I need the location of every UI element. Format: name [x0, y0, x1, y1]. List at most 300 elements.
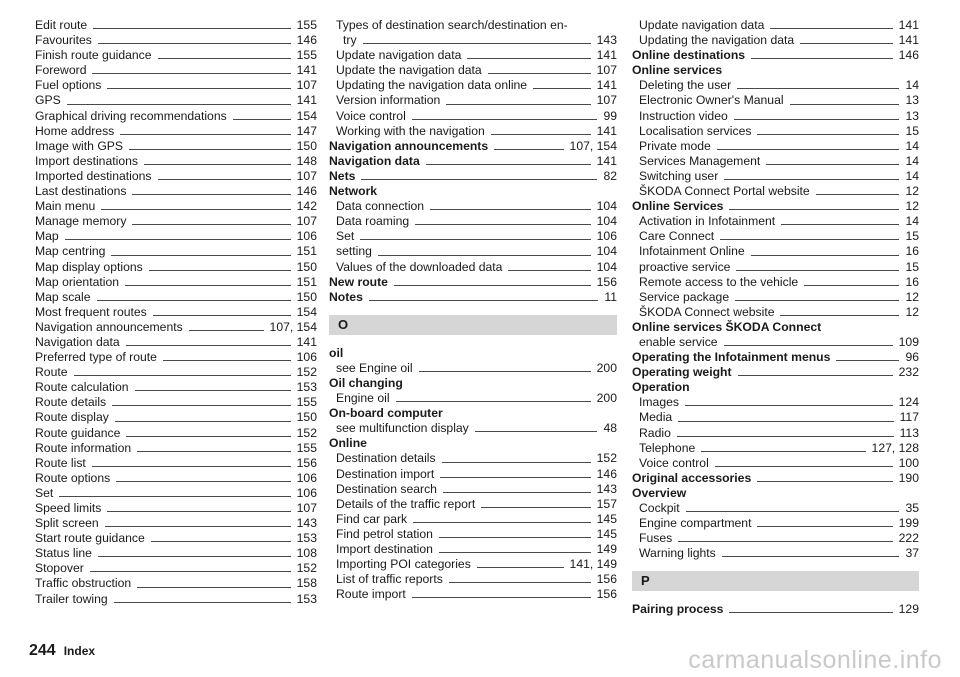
index-entry — [632, 48, 919, 63]
watermark: carmanualsonline.info — [688, 646, 942, 674]
index-entry — [35, 78, 317, 93]
index-term: Notes — [329, 289, 363, 304]
index-entry — [35, 426, 317, 441]
index-term: Fuel options — [35, 78, 102, 93]
index-term: Route list — [35, 455, 86, 470]
page-reference: 16 — [905, 274, 919, 289]
index-entry — [35, 63, 317, 78]
page-reference: 99 — [603, 108, 617, 123]
page-reference: 153 — [296, 531, 317, 546]
index-term: Find petrol station — [336, 526, 433, 541]
index-term: Map orientation — [35, 274, 120, 289]
index-entry — [35, 199, 317, 214]
leader-line — [494, 149, 563, 150]
index-entry — [329, 63, 617, 78]
index-term: Speed limits — [35, 501, 102, 515]
page-reference: 129 — [898, 602, 919, 617]
index-heading: Operation — [632, 380, 690, 395]
index-term: Route import — [336, 587, 406, 602]
page-reference: 155 — [296, 48, 317, 63]
index-entry — [632, 109, 919, 124]
index-entry — [329, 542, 617, 557]
index-term: Working with the navigation — [336, 123, 485, 138]
index-term: Operating weight — [632, 365, 732, 380]
leader-line — [163, 360, 291, 361]
leader-line — [701, 451, 865, 452]
index-entry — [632, 124, 919, 139]
leader-line — [112, 405, 291, 406]
leader-line — [394, 285, 591, 286]
page-reference: 150 — [296, 410, 317, 425]
leader-line — [686, 511, 900, 512]
index-term: Start route guidance — [35, 531, 145, 546]
leader-line — [98, 556, 291, 557]
index-term: Route details — [35, 395, 107, 410]
index-entry — [632, 275, 919, 290]
leader-line — [678, 541, 892, 542]
index-term: Service package — [639, 289, 730, 304]
leader-line — [105, 526, 291, 527]
index-entry — [35, 260, 317, 275]
index-entry — [35, 244, 317, 259]
index-column-1 — [35, 18, 317, 607]
page-reference: 82 — [603, 168, 617, 183]
index-term: Types of destination search/destination en- — [336, 18, 568, 32]
index-term: Map centring — [35, 244, 106, 259]
leader-line — [439, 552, 591, 553]
page-reference: 109 — [898, 334, 919, 349]
page-reference: 232 — [898, 365, 919, 380]
leader-line — [757, 134, 899, 135]
page-reference: 200 — [596, 360, 617, 375]
index-entry — [632, 154, 919, 169]
page-reference: 117 — [899, 410, 919, 425]
page-reference: 104 — [596, 244, 617, 259]
index-entry — [35, 154, 317, 169]
page-reference: 158 — [296, 576, 317, 591]
index-term: Localisation services — [639, 123, 752, 138]
index-entry — [35, 501, 317, 516]
page-reference: 145 — [596, 511, 617, 526]
index-term: Online Services — [632, 199, 724, 214]
page-reference: 15 — [905, 123, 919, 138]
index-term: Pairing process — [632, 602, 724, 617]
index-term: Navigation announcements — [35, 319, 183, 334]
leader-line — [508, 270, 590, 271]
page-reference: 199 — [898, 516, 919, 531]
leader-line — [475, 431, 598, 432]
index-entry — [329, 527, 617, 542]
page-reference: 14 — [905, 138, 919, 153]
index-entry — [632, 531, 919, 546]
leader-line — [135, 390, 291, 391]
leader-line — [738, 375, 893, 376]
page-reference: 153 — [296, 380, 317, 395]
index-entry — [329, 587, 617, 602]
index-term: Update navigation data — [336, 48, 462, 63]
page-reference: 143 — [596, 481, 617, 496]
index-term: Online destinations — [632, 48, 746, 63]
page-reference: 14 — [905, 168, 919, 183]
page-reference: 106 — [296, 229, 317, 244]
page-footer — [29, 642, 95, 660]
leader-line — [158, 58, 291, 59]
page-reference: 156 — [596, 274, 617, 289]
index-term: Favourites — [35, 33, 92, 48]
index-heading: Network — [329, 184, 378, 199]
index-term: Care Connect — [639, 229, 715, 244]
page-reference: 13 — [905, 108, 919, 123]
leader-line — [153, 315, 291, 316]
page-number: 244 — [29, 642, 56, 659]
index-entry — [632, 350, 919, 365]
index-term: Engine compartment — [639, 516, 752, 531]
index-entry — [329, 169, 617, 184]
index-term: enable service — [639, 334, 718, 349]
leader-line — [413, 522, 591, 523]
page-reference: 127, 128 — [871, 440, 919, 455]
leader-line — [132, 194, 290, 195]
leader-line — [816, 194, 900, 195]
index-entry — [35, 275, 317, 290]
index-term: Importing POI categories — [336, 557, 471, 572]
index-entry — [632, 546, 919, 561]
index-term: Media — [639, 410, 673, 425]
index-entry — [35, 214, 317, 229]
index-entry — [632, 78, 919, 93]
page-reference: 106 — [296, 485, 317, 500]
index-heading: Online — [329, 436, 367, 451]
leader-line — [101, 209, 290, 210]
page-reference: 146 — [596, 466, 617, 481]
index-column-2 — [329, 18, 617, 602]
leader-line — [430, 209, 591, 210]
leader-line — [781, 224, 899, 225]
index-term: Stopover — [35, 561, 84, 576]
index-heading: On-board computer — [329, 406, 443, 421]
index-entry — [35, 395, 317, 410]
leader-line — [488, 73, 591, 74]
index-term: Map scale — [35, 289, 91, 304]
index-term: Navigation announcements — [329, 138, 489, 153]
leader-line — [114, 602, 291, 603]
leader-line — [412, 119, 598, 120]
index-term: Destination details — [336, 451, 436, 466]
index-entry — [632, 456, 919, 471]
leader-line — [766, 164, 899, 165]
leader-line — [67, 104, 291, 105]
page-reference: 156 — [296, 455, 317, 470]
leader-line — [477, 567, 564, 568]
index-term: Graphical driving recommendations — [35, 108, 227, 123]
index-term: Operating the Infotainment menus — [632, 350, 831, 365]
index-term: Values of the downloaded data — [336, 259, 503, 274]
index-entry — [329, 244, 617, 259]
index-term: Switching user — [639, 168, 719, 183]
leader-line — [724, 345, 893, 346]
index-entry — [632, 169, 919, 184]
page-reference: 141 — [296, 334, 317, 349]
index-entry — [35, 546, 317, 561]
index-term: proactive service — [639, 259, 731, 274]
page-reference: 48 — [603, 421, 617, 436]
leader-line — [90, 571, 291, 572]
index-term: Engine oil — [336, 391, 390, 406]
index-entry — [35, 516, 317, 531]
page-reference: 150 — [296, 138, 317, 153]
page-reference: 149 — [596, 542, 617, 556]
leader-line — [715, 466, 893, 467]
index-term: Split screen — [35, 516, 99, 531]
index-term: Traffic obstruction — [35, 576, 132, 591]
leader-line — [189, 330, 264, 331]
page-reference: 150 — [296, 259, 317, 274]
footer-title: Index — [63, 644, 96, 658]
index-term: Original accessories — [632, 470, 752, 485]
index-entry — [632, 395, 919, 410]
leader-line — [724, 179, 899, 180]
index-entry — [329, 572, 617, 587]
page-reference: 15 — [905, 259, 919, 274]
leader-line — [722, 556, 900, 557]
leader-line — [737, 88, 899, 89]
index-entry — [35, 33, 317, 48]
index-entry — [35, 471, 317, 486]
leader-line — [449, 582, 591, 583]
page-reference: 222 — [898, 531, 919, 546]
index-entry — [632, 410, 919, 425]
page-reference: 145 — [596, 526, 617, 541]
index-term: Route calculation — [35, 380, 129, 395]
index-entry — [35, 320, 317, 335]
leader-line — [92, 73, 290, 74]
leader-line — [533, 88, 591, 89]
leader-line — [97, 300, 291, 301]
index-entry — [35, 335, 317, 350]
index-term: Images — [639, 395, 679, 410]
index-term: Last destinations — [35, 184, 127, 199]
page-reference: 143 — [296, 516, 317, 531]
leader-line — [770, 28, 892, 29]
index-term: Navigation data — [35, 334, 120, 349]
page-reference: 141 — [596, 153, 617, 168]
page-reference: 156 — [596, 587, 617, 602]
index-entry — [35, 410, 317, 425]
leader-line — [491, 134, 591, 135]
page-reference: 124 — [898, 395, 919, 410]
index-term: Trailer towing — [35, 591, 108, 606]
index-entry — [329, 557, 617, 572]
leader-line — [443, 492, 591, 493]
leader-line — [144, 164, 291, 165]
index-entry — [632, 501, 919, 516]
leader-line — [369, 300, 598, 301]
page-reference: 152 — [296, 425, 317, 440]
index-term: see Engine oil — [336, 360, 413, 375]
page-reference: 107 — [596, 93, 617, 108]
index-term: Route — [35, 365, 68, 380]
page-reference: 107, 154 — [569, 138, 617, 153]
page-reference: 12 — [905, 199, 919, 214]
index-term: Import destinations — [35, 153, 138, 168]
index-entry — [35, 350, 317, 365]
leader-line — [107, 511, 290, 512]
leader-line — [790, 104, 900, 105]
index-entry — [632, 305, 919, 320]
page-reference: 108 — [296, 546, 317, 561]
index-term: New route — [329, 274, 388, 289]
page-reference: 190 — [898, 470, 919, 485]
index-entry — [329, 139, 617, 154]
leader-line — [116, 481, 290, 482]
index-entry — [632, 33, 919, 48]
index-term: Main menu — [35, 199, 96, 214]
index-heading: oil — [329, 345, 344, 360]
leader-line — [736, 270, 899, 271]
leader-line — [65, 239, 291, 240]
index-term: Imported destinations — [35, 168, 152, 183]
leader-line — [734, 119, 900, 120]
index-entry — [632, 260, 919, 275]
leader-line — [361, 179, 597, 180]
page-reference: 14 — [905, 78, 919, 93]
index-entry — [35, 365, 317, 380]
leader-line — [137, 587, 290, 588]
section-letter: O — [329, 315, 617, 335]
page-reference: 12 — [905, 184, 919, 199]
index-entry — [329, 391, 617, 406]
page-reference: 154 — [296, 304, 317, 319]
index-entry — [632, 426, 919, 441]
page-reference: 12 — [905, 304, 919, 319]
page-reference: 154 — [296, 108, 317, 123]
index-entry — [632, 199, 919, 214]
leader-line — [233, 119, 291, 120]
leader-line — [685, 405, 893, 406]
index-entry — [329, 124, 617, 139]
index-entry — [329, 48, 617, 63]
leader-line — [378, 255, 591, 256]
leader-line — [92, 466, 291, 467]
page-reference: 155 — [296, 440, 317, 455]
index-term: Edit route — [35, 18, 88, 32]
index-entry — [35, 124, 317, 139]
page-reference: 13 — [905, 93, 919, 108]
page-reference: 14 — [905, 153, 919, 168]
leader-line — [415, 224, 590, 225]
leader-line — [396, 401, 591, 402]
page-reference: 151 — [296, 244, 317, 259]
index-term: Find car park — [336, 511, 408, 526]
index-entry — [35, 576, 317, 591]
page-reference: 141 — [898, 33, 919, 48]
page-reference: 141 — [596, 78, 617, 93]
index-entry — [632, 93, 919, 108]
index-term: Private mode — [639, 138, 711, 153]
index-entry — [329, 497, 617, 512]
page-reference: 146 — [898, 48, 919, 63]
index-term: Update the navigation data — [336, 63, 482, 78]
page-reference: 12 — [905, 289, 919, 304]
index-entry — [35, 184, 317, 199]
page-reference: 143 — [596, 33, 617, 48]
leader-line — [74, 375, 291, 376]
index-entry — [329, 18, 617, 48]
page-reference: 37 — [905, 546, 919, 561]
page-reference: 107 — [296, 501, 317, 515]
index-entry — [632, 214, 919, 229]
index-term: Data roaming — [336, 214, 410, 229]
page-reference: 146 — [296, 33, 317, 48]
leader-line — [751, 58, 893, 59]
leader-line — [836, 360, 899, 361]
index-term: Details of the traffic report — [336, 496, 476, 511]
index-entry — [35, 380, 317, 395]
index-entry — [35, 93, 317, 108]
index-entry — [632, 184, 919, 199]
index-entry — [329, 451, 617, 466]
index-entry — [35, 109, 317, 124]
index-entry — [632, 290, 919, 305]
page-reference: 107 — [596, 63, 617, 78]
leader-line — [115, 421, 291, 422]
page-reference: 96 — [905, 350, 919, 365]
index-entry — [35, 531, 317, 546]
page-reference: 152 — [596, 451, 617, 466]
index-term: Image with GPS — [35, 138, 124, 153]
page-reference: 107, 154 — [269, 319, 317, 334]
index-entry — [35, 48, 317, 63]
index-term: Destination import — [336, 466, 435, 481]
index-entry — [329, 214, 617, 229]
leader-line — [467, 58, 590, 59]
leader-line — [481, 507, 590, 508]
leader-line — [107, 88, 290, 89]
index-term: Route display — [35, 410, 109, 425]
leader-line — [151, 541, 291, 542]
leader-line — [93, 28, 290, 29]
leader-line — [677, 436, 894, 437]
index-entry — [35, 229, 317, 244]
index-entry — [35, 456, 317, 471]
index-term: Foreword — [35, 63, 87, 78]
index-term: Route guidance — [35, 425, 121, 440]
index-term: Updating the navigation data — [639, 33, 795, 48]
page-reference: 157 — [596, 496, 617, 511]
index-entry — [632, 516, 919, 531]
index-entry — [35, 592, 317, 607]
index-entry — [329, 78, 617, 93]
index-entry — [632, 335, 919, 350]
index-entry — [329, 260, 617, 275]
index-entry — [35, 561, 317, 576]
page-reference: 106 — [296, 350, 317, 365]
leader-line — [158, 179, 291, 180]
page-reference: 16 — [905, 244, 919, 259]
index-term: Navigation data — [329, 153, 420, 168]
index-term: Map — [35, 229, 59, 244]
index-term: Set — [336, 229, 355, 244]
index-entry — [329, 290, 617, 305]
index-heading: Overview — [632, 485, 687, 500]
index-term: Voice control — [639, 455, 709, 470]
index-term: Deleting the user — [639, 78, 732, 93]
index-entry — [632, 229, 919, 244]
index-term: Warning lights — [639, 546, 716, 561]
page-reference: 100 — [898, 455, 919, 470]
page-reference: 15 — [905, 229, 919, 244]
leader-line — [129, 149, 291, 150]
